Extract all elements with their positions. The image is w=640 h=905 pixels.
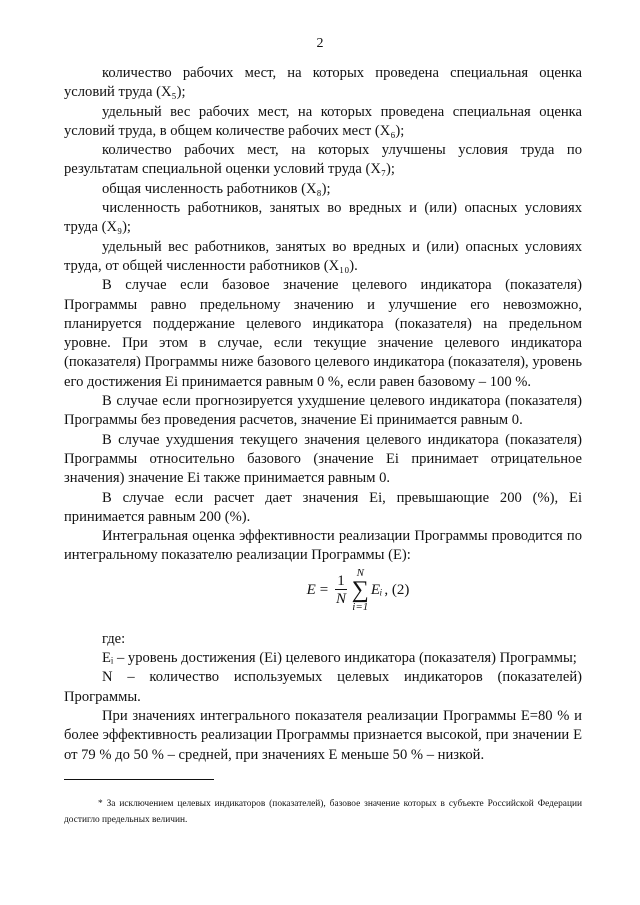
paragraph-indicator-x7: количество рабочих мест, на которых улучшены условия труда по результатам специальной оценки условий труда (X₇); bbox=[64, 142, 582, 178]
formula-equals: = bbox=[319, 581, 329, 598]
paragraph-indicator-x5: количество рабочих мест, на которых проведена специальная оценка условий труда (X₅); bbox=[64, 65, 582, 101]
where-label: где: bbox=[102, 630, 126, 647]
definition-ei: Eᵢ – уровень достижения (Ei) целевого индикатора (показателя) Программы; bbox=[102, 650, 577, 667]
paragraph-indicator-x8: общая численность работников (X₈); bbox=[102, 180, 331, 197]
paragraph-forecast-rule: В случае если прогнозируется ухудшение целевого индикатора (показателя) Программы без проведения расчетов, значение Ei принимается равным 0. bbox=[64, 393, 582, 429]
paragraph-efficiency-levels: При значениях интегрального показателя реализации Программы E=80 % и более эффективность реализации Программы признается высокой, при значении E от 79 % до 50 % – средней, при значениях E меньше 50 % – низкой. bbox=[64, 707, 582, 763]
formula-sum-top: N bbox=[356, 566, 364, 579]
formula-lhs: E bbox=[306, 581, 316, 598]
formula-sum-bottom: i=1 bbox=[352, 600, 369, 613]
formula-integral-index bbox=[134, 568, 582, 624]
formula-denominator: N bbox=[335, 590, 346, 607]
formula-sum-symbol: ∑ bbox=[351, 576, 369, 603]
page-number: 2 bbox=[316, 36, 324, 51]
paragraph-indicator-x6: удельный вес рабочих мест, на которых проведена специальная оценка условий труда, в общем количестве рабочих мест (X₆); bbox=[64, 103, 582, 139]
paragraph-base-value-rule: В случае если базовое значение целевого индикатора (показателя) Программы равно предельному значению и улучшение его невозможно, планируется поддержание целевого индикатора (показателя) на предельном уровне. При этом в случае, если текущие значение целевого индикатора (показателя) Программы ниже базового целевого индикатора (показателя), уровень его достижения Ei принимается равным 0 %, если равен базовому – 100 %. bbox=[64, 277, 582, 390]
definition-n: N – количество используемых целевых индикаторов (показателей) Программы. bbox=[64, 669, 582, 705]
footnote: * За исключением целевых индикаторов (показателей), базовое значение которых в субъекте Российской Федерации достигло предельных величин. bbox=[64, 799, 582, 825]
formula-term: Eᵢ bbox=[370, 581, 383, 598]
formula-fraction bbox=[335, 573, 347, 608]
paragraph-indicator-x10: удельный вес работников, занятых во вредных и (или) опасных условиях труда, от общей численности работников (X₁₀). bbox=[64, 238, 582, 274]
formula-label: , (2) bbox=[384, 581, 410, 598]
formula-sum bbox=[352, 568, 369, 613]
paragraph-indicator-x9: численность работников, занятых во вредных и (или) опасных условиях труда (X₉); bbox=[64, 200, 582, 236]
document-body bbox=[64, 64, 582, 765]
paragraph-integral-assessment: Интегральная оценка эффективности реализации Программы проводится по интегральному показателю реализации Программы (E): bbox=[64, 528, 582, 564]
footnote-divider bbox=[64, 779, 214, 780]
formula-numerator: 1 bbox=[337, 572, 345, 589]
paragraph-deterioration-rule: В случае ухудшения текущего значения целевого индикатора (показателя) Программы относительно базового (значение Ei принимает отрицательное значения) значение Ei также принимается равным 0. bbox=[64, 431, 582, 487]
paragraph-cap-rule: В случае если расчет дает значения Ei, превышающие 200 (%), Ei принимается равным 200 (%). bbox=[64, 489, 582, 525]
